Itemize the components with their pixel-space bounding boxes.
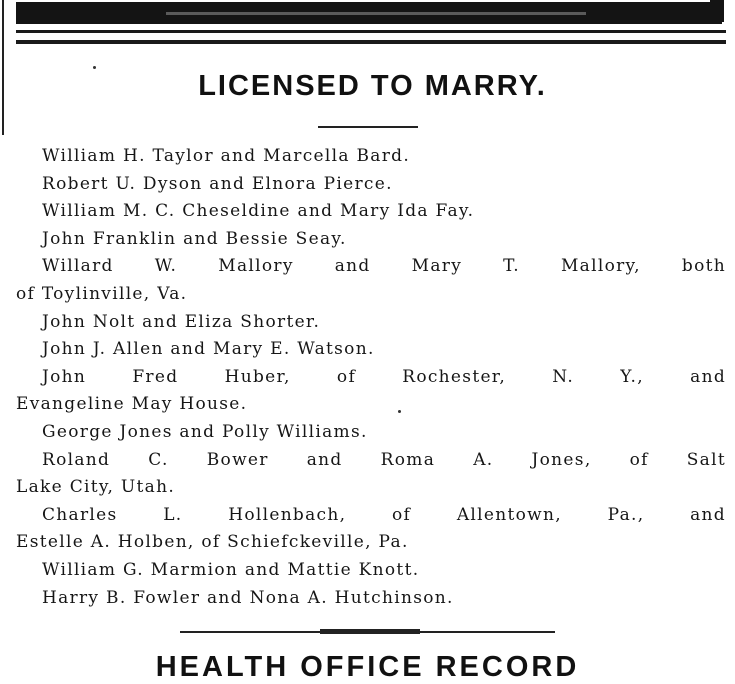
license-line: George Jones and Polly Williams. <box>42 421 368 442</box>
license-line: John Nolt and Eliza Shorter. <box>42 311 321 332</box>
license-line: William G. Marmion and Mattie Knott. <box>42 559 420 580</box>
heading-divider <box>318 126 418 128</box>
next-section-heading: HEALTH OFFICE RECORD <box>155 651 580 683</box>
license-line-continuation: Estelle A. Holben, of Schiefckeville, Pa. <box>16 532 409 553</box>
license-line-continuation: of Toylinville, Va. <box>16 283 188 304</box>
column-left-rule <box>2 0 4 135</box>
license-line: William H. Taylor and Marcella Bard. <box>42 146 411 166</box>
license-line: John J. Allen and Mary E. Watson. <box>42 339 375 360</box>
top-border-band <box>16 2 722 24</box>
license-line: Charles L. Hollenbach, of Allentown, Pa., and <box>42 504 726 525</box>
license-line-continuation: Evangeline May House. <box>16 394 248 415</box>
license-line-continuation: Lake City, Utah. <box>16 477 176 498</box>
license-list <box>16 143 726 612</box>
license-line: John Fred Huber, of Rochester, N. Y., and <box>42 366 726 387</box>
top-border-stripe <box>166 12 586 15</box>
top-border-corner <box>710 0 724 22</box>
license-line: William M. C. Cheseldine and Mary Ida Fay. <box>42 201 475 222</box>
license-line: John Franklin and Bessie Seay. <box>42 228 347 249</box>
article-heading: LICENSED TO MARRY. <box>198 70 547 102</box>
license-line: Willard W. Mallory and Mary T. Mallory, both <box>42 256 726 277</box>
top-rule-lower <box>16 40 726 44</box>
license-line: Harry B. Fowler and Nona A. Hutchinson. <box>42 587 454 608</box>
print-speck <box>93 66 96 69</box>
top-rule-upper <box>16 30 726 33</box>
license-line: Roland C. Bower and Roma A. Jones, of Salt <box>42 449 726 470</box>
license-line: Robert U. Dyson and Elnora Pierce. <box>42 173 393 194</box>
section-end-rule-center <box>320 629 420 634</box>
